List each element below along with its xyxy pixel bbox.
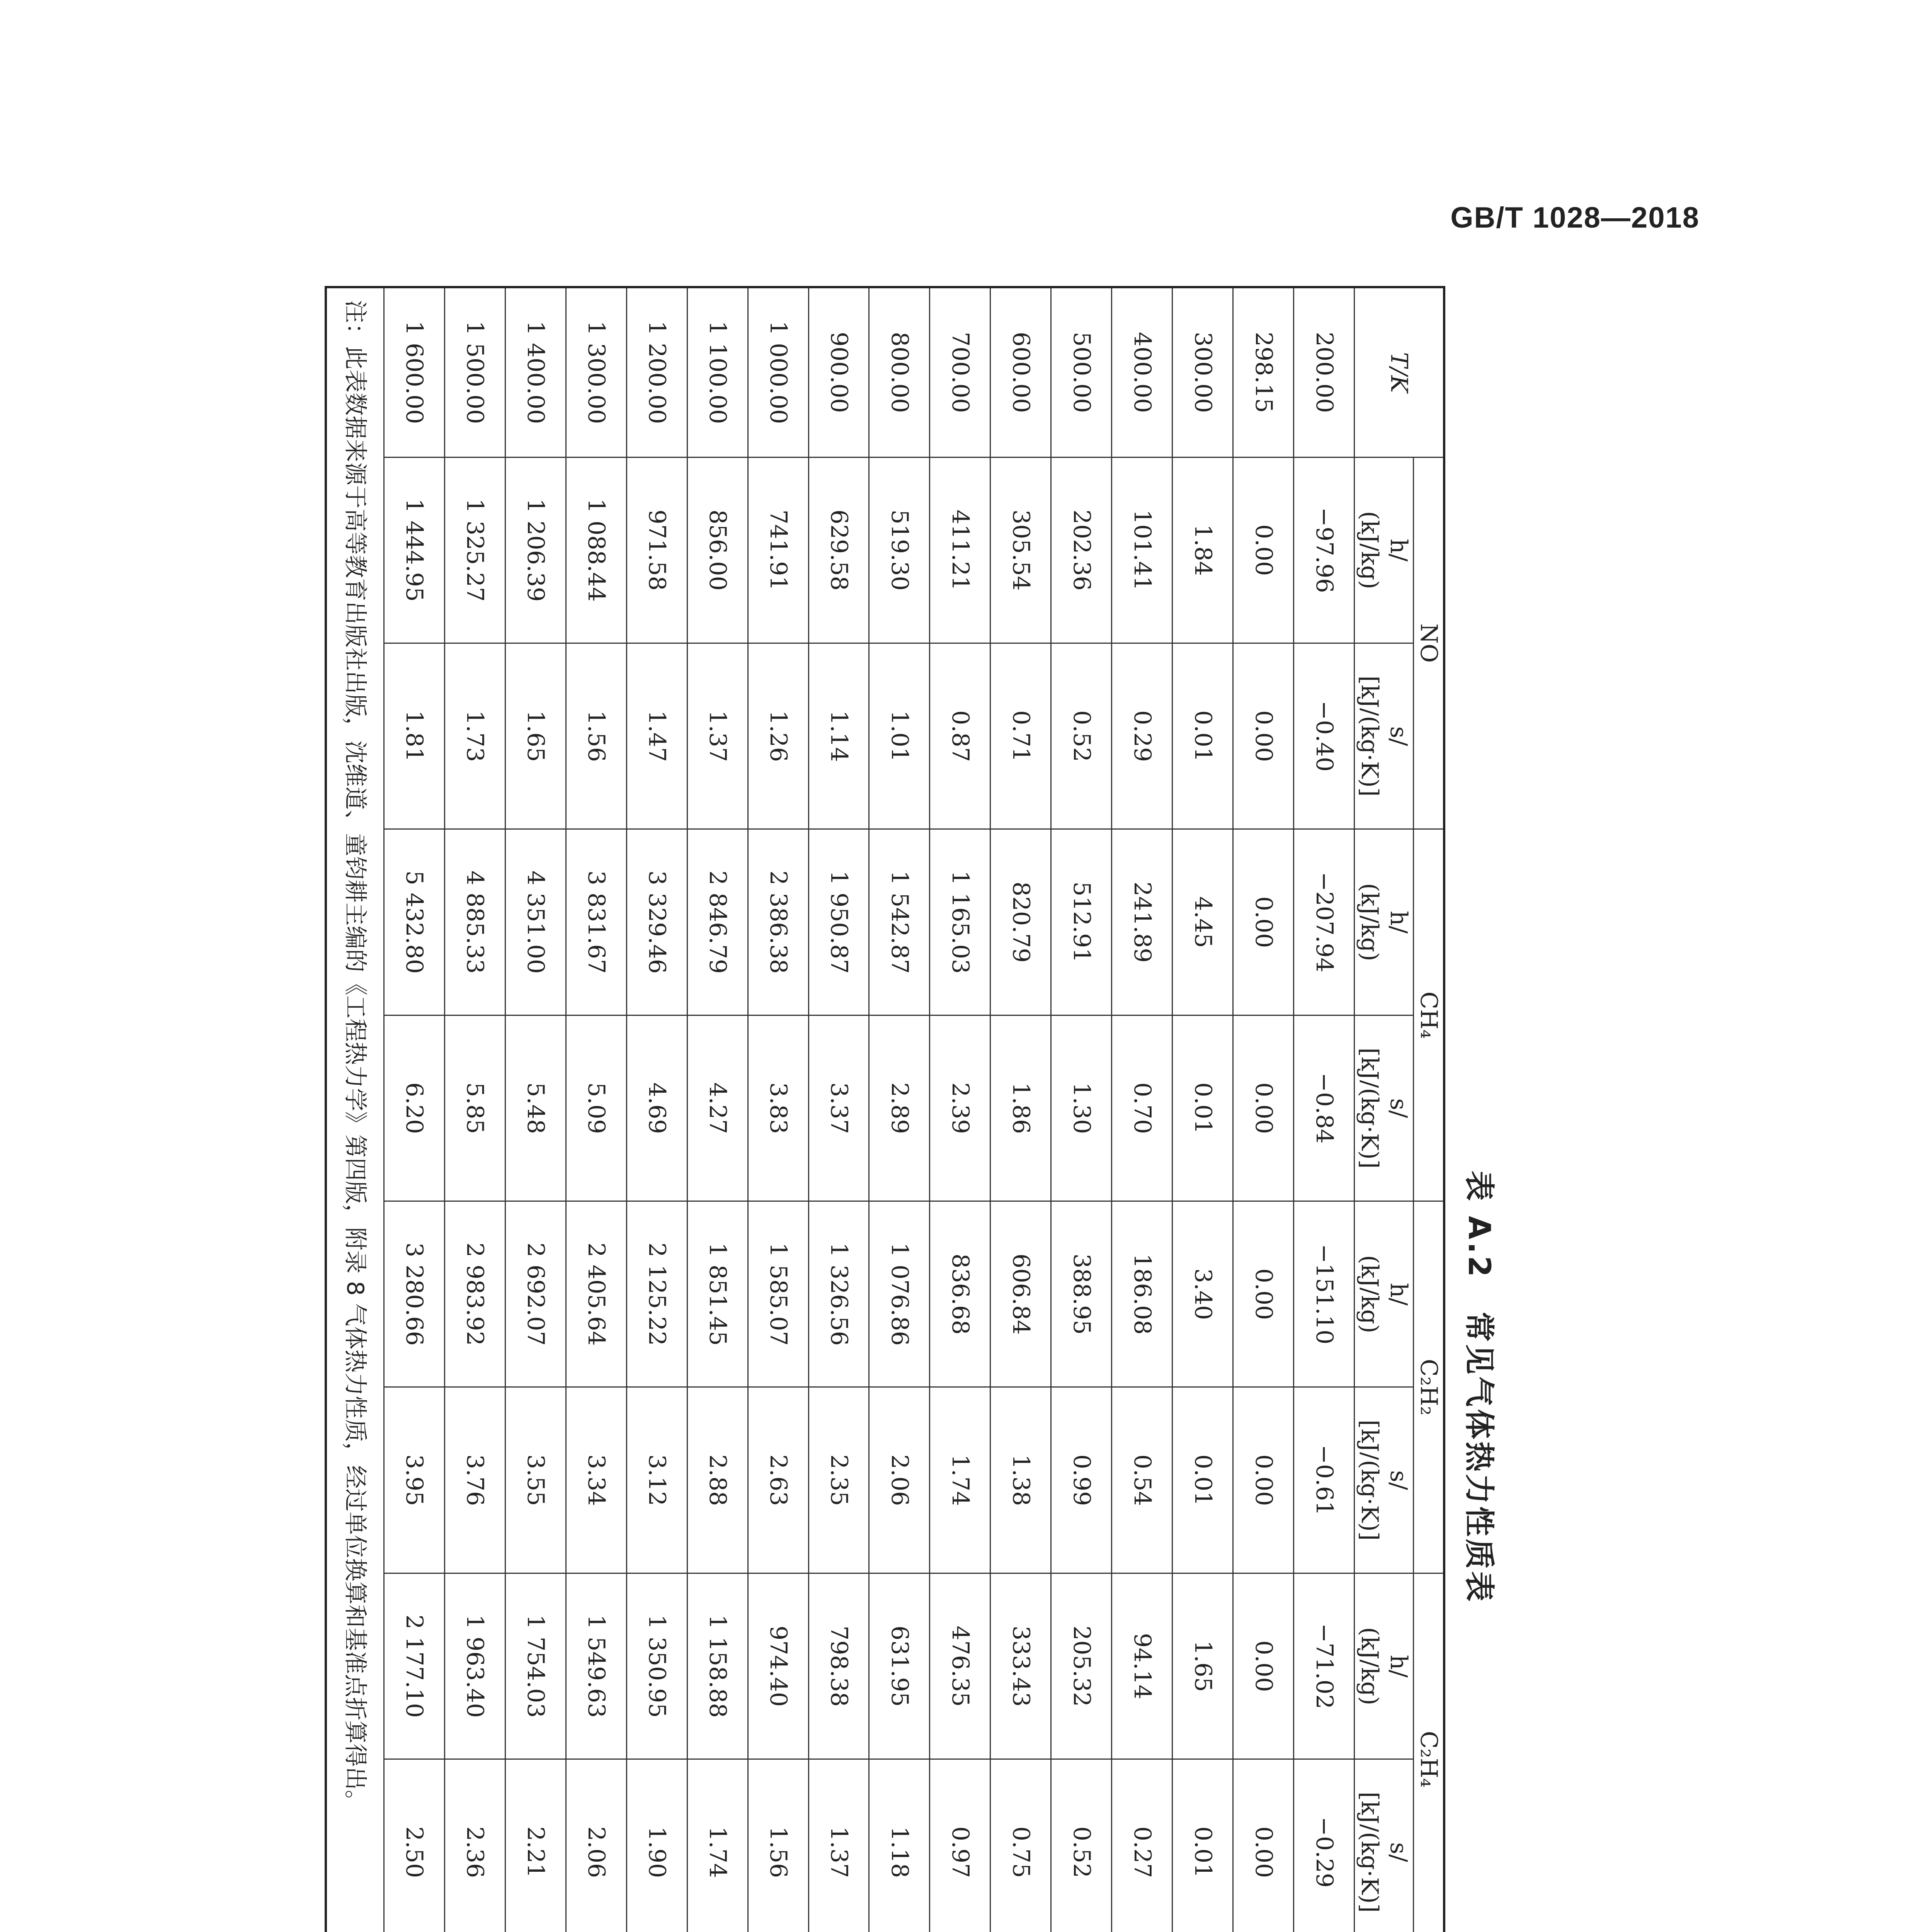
table-cell: 0.54	[1112, 1387, 1172, 1573]
table-cell: 0.52	[1051, 1759, 1112, 1932]
enthalpy-unit-header: h/ (kJ/kg)	[1354, 1573, 1414, 1759]
table-cell: 2 125.22	[626, 1201, 687, 1387]
table-cell: 2.50	[384, 1759, 445, 1932]
tk-header-left: T/K	[1354, 287, 1445, 457]
table-row	[384, 287, 445, 1932]
table-cell: 5.85	[444, 1015, 505, 1201]
gas-header-row	[1414, 287, 1445, 1932]
table-cell: 1 950.87	[808, 829, 869, 1015]
gas-header-no: NO	[1414, 457, 1445, 829]
gas-header-c2h2: C₂H₂	[1414, 1201, 1445, 1573]
table-cell: 1.90	[626, 1759, 687, 1932]
gas-header-c2h4: C₂H₄	[1414, 1573, 1445, 1932]
table-cell: 186.08	[1112, 1201, 1172, 1387]
table-cell: 1.01	[869, 643, 930, 829]
table-cell: 1 088.44	[566, 457, 626, 643]
table-cell: 4.45	[1172, 829, 1233, 1015]
table-cell: 1 325.27	[444, 457, 505, 643]
table-cell: 388.95	[1051, 1201, 1112, 1387]
enthalpy-unit-header: h/ (kJ/kg)	[1354, 457, 1414, 643]
table-cell: 298.15	[1233, 287, 1294, 457]
table-row	[1233, 287, 1294, 1932]
table-cell: 241.89	[1112, 829, 1172, 1015]
table-cell: 1.56	[566, 643, 626, 829]
table-cell: 1 500.00	[444, 287, 505, 457]
table-cell: 1 400.00	[505, 287, 566, 457]
table-cell: 856.00	[687, 457, 748, 643]
table-cell: 1 963.40	[444, 1573, 505, 1759]
table-cell: 2.88	[687, 1387, 748, 1573]
table-cell: 3.55	[505, 1387, 566, 1573]
table-cell: 5 432.80	[384, 829, 445, 1015]
table-cell: 741.91	[748, 457, 808, 643]
table-cell: 411.21	[930, 457, 990, 643]
table-cell: −151.10	[1294, 1201, 1354, 1387]
table-cell: 0.87	[930, 643, 990, 829]
table-cell: 2 846.79	[687, 829, 748, 1015]
table-row	[1294, 287, 1354, 1932]
table-cell: −71.02	[1294, 1573, 1354, 1759]
table-cell: 2.63	[748, 1387, 808, 1573]
table-cell: 900.00	[808, 287, 869, 457]
table-cell: −0.84	[1294, 1015, 1354, 1201]
table-cell: 5.09	[566, 1015, 626, 1201]
table-row	[1112, 287, 1172, 1932]
table-cell: 2 692.07	[505, 1201, 566, 1387]
table-cell: 2.89	[869, 1015, 930, 1201]
table-cell: 2.35	[808, 1387, 869, 1573]
table-cell: 3.76	[444, 1387, 505, 1573]
table-cell: 1.56	[748, 1759, 808, 1932]
table-cell: 1.18	[869, 1759, 930, 1932]
table-cell: 0.00	[1233, 829, 1294, 1015]
table-cell: 3.95	[384, 1387, 445, 1573]
table-cell: 1 542.87	[869, 829, 930, 1015]
table-cell: 974.40	[748, 1573, 808, 1759]
table-row	[1172, 287, 1233, 1932]
table-cell: 1.47	[626, 643, 687, 829]
table-cell: −0.29	[1294, 1759, 1354, 1932]
table-cell: −97.96	[1294, 457, 1354, 643]
table-cell: −207.94	[1294, 829, 1354, 1015]
table-cell: 1.26	[748, 643, 808, 829]
table-cell: 1 851.45	[687, 1201, 748, 1387]
table-cell: 1.84	[1172, 457, 1233, 643]
table-row	[869, 287, 930, 1932]
table-cell: 1.38	[990, 1387, 1051, 1573]
table-cell: 3.37	[808, 1015, 869, 1201]
table-cell: 1.74	[687, 1759, 748, 1932]
table-cell: 700.00	[930, 287, 990, 457]
table-cell: 1 076.86	[869, 1201, 930, 1387]
table-cell: 0.00	[1233, 1387, 1294, 1573]
table-cell: 3.83	[748, 1015, 808, 1201]
table-region	[325, 286, 1499, 1932]
table-cell: 1 754.03	[505, 1573, 566, 1759]
table-cell: 3 280.66	[384, 1201, 445, 1387]
table-cell: 3.12	[626, 1387, 687, 1573]
table-cell: 0.71	[990, 643, 1051, 829]
table-cell: 4.69	[626, 1015, 687, 1201]
table-cell: 0.01	[1172, 643, 1233, 829]
note-row	[326, 287, 384, 1932]
table-cell: 205.32	[1051, 1573, 1112, 1759]
table-cell: 1.14	[808, 643, 869, 829]
table-cell: 836.68	[930, 1201, 990, 1387]
table-cell: 6.20	[384, 1015, 445, 1201]
table-cell: 3.34	[566, 1387, 626, 1573]
table-cell: 0.01	[1172, 1759, 1233, 1932]
entropy-unit-header: s/ [kJ/(kg·K)]	[1354, 643, 1414, 829]
table-cell: 1.37	[808, 1759, 869, 1932]
table-cell: 0.00	[1233, 1015, 1294, 1201]
table-cell: 4 351.00	[505, 829, 566, 1015]
table-cell: 5.48	[505, 1015, 566, 1201]
table-note: 注：此表数据来源于高等教育出版社出版，沈维道、童钧耕主编的《工程热力学》第四版，附录 8 气体热力性质，经过单位换算和基准点折算得出。	[326, 287, 384, 1932]
table-cell: 1.81	[384, 643, 445, 829]
table-cell: 1.73	[444, 643, 505, 829]
table-cell: 2 405.64	[566, 1201, 626, 1387]
table-cell: 1 100.00	[687, 287, 748, 457]
table-cell: 1.74	[930, 1387, 990, 1573]
table-cell: 0.99	[1051, 1387, 1112, 1573]
table-cell: 1.65	[505, 643, 566, 829]
table-cell: 600.00	[990, 287, 1051, 457]
table-cell: 820.79	[990, 829, 1051, 1015]
table-cell: 1.30	[1051, 1015, 1112, 1201]
table-row	[748, 287, 808, 1932]
table-cell: 2 983.92	[444, 1201, 505, 1387]
table-cell: 0.29	[1112, 643, 1172, 829]
entropy-unit-header: s/ [kJ/(kg·K)]	[1354, 1759, 1414, 1932]
table-cell: 1 200.00	[626, 287, 687, 457]
table-cell: 0.70	[1112, 1015, 1172, 1201]
table-cell: 305.54	[990, 457, 1051, 643]
table-cell: 800.00	[869, 287, 930, 457]
table-cell: 1 600.00	[384, 287, 445, 457]
unit-header-row	[1354, 287, 1414, 1932]
table-cell: 0.00	[1233, 643, 1294, 829]
table-cell: 631.95	[869, 1573, 930, 1759]
table-cell: 0.00	[1233, 1573, 1294, 1759]
table-cell: 1 165.03	[930, 829, 990, 1015]
table-cell: 0.01	[1172, 1387, 1233, 1573]
table-cell: 400.00	[1112, 287, 1172, 457]
enthalpy-unit-header: h/ (kJ/kg)	[1354, 829, 1414, 1015]
table-cell: −0.40	[1294, 643, 1354, 829]
table-cell: 94.14	[1112, 1573, 1172, 1759]
table-row	[990, 287, 1051, 1932]
table-cell: 500.00	[1051, 287, 1112, 457]
table-cell: 1.86	[990, 1015, 1051, 1201]
table-cell: 3 831.67	[566, 829, 626, 1015]
standard-code: GB/T 1028—2018	[1450, 201, 1700, 234]
table-cell: 1 444.95	[384, 457, 445, 643]
table-cell: 1 585.07	[748, 1201, 808, 1387]
gas-properties-table	[325, 286, 1445, 1932]
table-cell: 1 350.95	[626, 1573, 687, 1759]
table-row	[626, 287, 687, 1932]
table-cell: 1 158.88	[687, 1573, 748, 1759]
table-row	[505, 287, 566, 1932]
table-row	[687, 287, 748, 1932]
gas-header-ch4: CH₄	[1414, 829, 1445, 1201]
table-cell: 2 386.38	[748, 829, 808, 1015]
table-cell: 333.43	[990, 1573, 1051, 1759]
table-cell: 798.38	[808, 1573, 869, 1759]
table-cell: 629.58	[808, 457, 869, 643]
table-row	[444, 287, 505, 1932]
table-cell: 0.00	[1233, 1759, 1294, 1932]
table-cell: 3.40	[1172, 1201, 1233, 1387]
table-cell: 1.65	[1172, 1573, 1233, 1759]
entropy-unit-header: s/ [kJ/(kg·K)]	[1354, 1387, 1414, 1573]
table-row	[930, 287, 990, 1932]
table-row	[566, 287, 626, 1932]
table-cell: 4 885.33	[444, 829, 505, 1015]
table-cell: 519.30	[869, 457, 930, 643]
table-cell: 0.97	[930, 1759, 990, 1932]
table-cell: 1 549.63	[566, 1573, 626, 1759]
table-cell: 2.21	[505, 1759, 566, 1932]
table-cell: −0.61	[1294, 1387, 1354, 1573]
table-cell: 0.00	[1233, 457, 1294, 643]
table-cell: 202.36	[1051, 457, 1112, 643]
table-cell: 0.00	[1233, 1201, 1294, 1387]
table-cell: 1.37	[687, 643, 748, 829]
table-cell: 1 300.00	[566, 287, 626, 457]
table-cell: 1 326.56	[808, 1201, 869, 1387]
table-cell: 0.75	[990, 1759, 1051, 1932]
table-cell: 2.06	[869, 1387, 930, 1573]
table-cell: 2.36	[444, 1759, 505, 1932]
table-cell: 200.00	[1294, 287, 1354, 457]
table-cell: 1 206.39	[505, 457, 566, 643]
table-cell: 606.84	[990, 1201, 1051, 1387]
table-cell: 476.35	[930, 1573, 990, 1759]
table-cell: 0.01	[1172, 1015, 1233, 1201]
table-cell: 512.91	[1051, 829, 1112, 1015]
table-row	[808, 287, 869, 1932]
table-cell: 0.27	[1112, 1759, 1172, 1932]
table-cell: 2 177.10	[384, 1573, 445, 1759]
table-cell: 300.00	[1172, 287, 1233, 457]
entropy-unit-header: s/ [kJ/(kg·K)]	[1354, 1015, 1414, 1201]
table-cell: 2.39	[930, 1015, 990, 1201]
table-cell: 101.41	[1112, 457, 1172, 643]
table-cell: 3 329.46	[626, 829, 687, 1015]
table-title: 表 A.2 常见气体热力性质表	[1462, 1170, 1496, 1604]
table-cell: 4.27	[687, 1015, 748, 1201]
table-cell: 971.58	[626, 457, 687, 643]
table-row	[1051, 287, 1112, 1932]
table-cell: 2.06	[566, 1759, 626, 1932]
enthalpy-unit-header: h/ (kJ/kg)	[1354, 1201, 1414, 1387]
table-cell: 1 000.00	[748, 287, 808, 457]
table-cell: 0.52	[1051, 643, 1112, 829]
